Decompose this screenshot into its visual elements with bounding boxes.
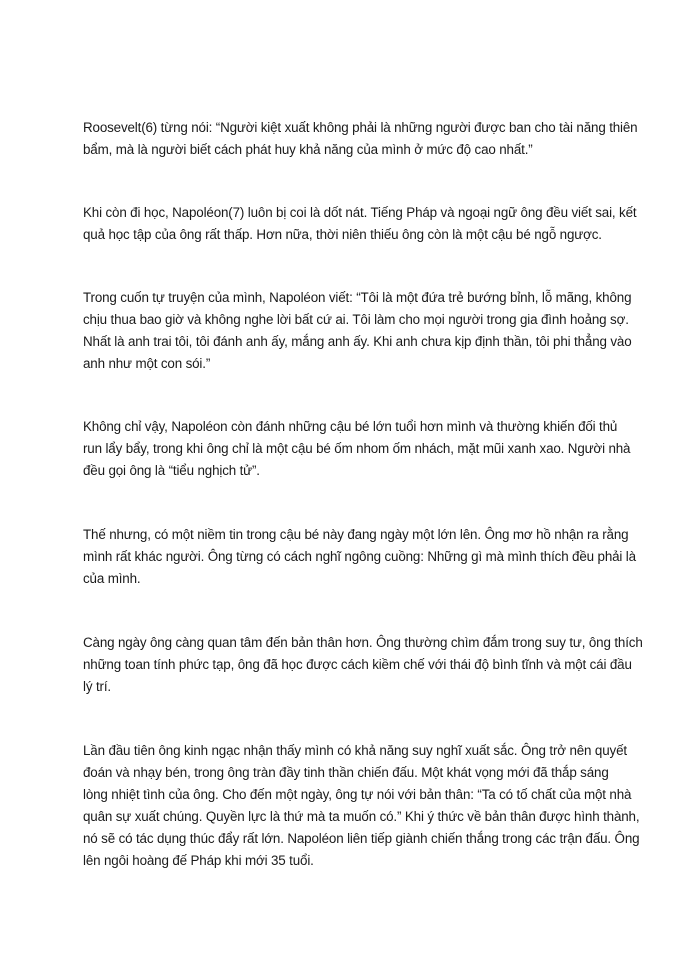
text-line: đoán và nhạy bén, trong ông tràn đầy tinh thần chiến đấu. Một khát vọng mới đã thắp sáng xyxy=(83,765,609,780)
text-line: Roosevelt(6) từng nói: “Người kiệt xuất không phải là những người được ban cho tài năng thiên xyxy=(83,120,638,135)
text-line: đều gọi ông là “tiểu nghịch tử”. xyxy=(83,463,260,478)
text-line: anh như một con sói.” xyxy=(83,356,211,371)
paragraph-self-focus xyxy=(83,632,643,698)
text-line: quân sự xuất chúng. Quyền lực là thứ mà ta muốn có.” Khi ý thức về bản thân được hình thành, xyxy=(83,809,640,824)
text-line: Lần đầu tiên ông kinh ngạc nhận thấy mình có khả năng suy nghĩ xuất sắc. Ông trở nên quyết xyxy=(83,743,627,758)
paragraph-belief xyxy=(83,524,643,590)
text-line: lý trí. xyxy=(83,679,111,694)
text-line: chịu thua bao giờ và không nghe lời bất cứ ai. Tôi làm cho mọi người trong gia đình hoảng sợ. xyxy=(83,312,629,327)
text-line: lên ngôi hoàng đế Pháp khi mới 35 tuổi. xyxy=(83,853,314,868)
paragraph-ambition xyxy=(83,740,643,872)
paragraph-napoleon-school xyxy=(83,202,643,246)
text-line: Trong cuốn tự truyện của mình, Napoléon viết: “Tôi là một đứa trẻ bướng bỉnh, lỗ mãng, không xyxy=(83,290,632,305)
text-line: Thế nhưng, có một niềm tin trong cậu bé này đang ngày một lớn lên. Ông mơ hồ nhận ra rằng xyxy=(83,527,629,542)
paragraph-roosevelt-quote xyxy=(83,117,643,161)
text-line: nó sẽ có tác dụng thúc đẩy rất lớn. Napoléon liên tiếp giành chiến thắng trong các trận đấu. Ông xyxy=(83,831,640,846)
text-line: lòng nhiệt tình của ông. Cho đến một ngày, ông tự nói với bản thân: “Ta có tố chất của một nhà xyxy=(83,787,632,802)
text-line: mình rất khác người. Ông từng có cách nghĩ ngông cuồng: Những gì mà mình thích đều phải là xyxy=(83,549,636,564)
text-line: của mình. xyxy=(83,571,141,586)
text-line: Nhất là anh trai tôi, tôi đánh anh ấy, mắng anh ấy. Khi anh chưa kịp định thần, tôi phi thẳng vào xyxy=(83,334,632,349)
paragraph-autobiography xyxy=(83,287,643,375)
text-line: Càng ngày ông càng quan tâm đến bản thân hơn. Ông thường chìm đắm trong suy tư, ông thích xyxy=(83,635,643,650)
text-line: run lẩy bẩy, trong khi ông chỉ là một cậu bé ốm nhom ốm nhách, mặt mũi xanh xao. Người nhà xyxy=(83,441,631,456)
text-line: quả học tập của ông rất thấp. Hơn nữa, thời niên thiếu ông còn là một cậu bé ngỗ ngược. xyxy=(83,227,602,242)
text-line: bẩm, mà là người biết cách phát huy khả năng của mình ở mức độ cao nhất.” xyxy=(83,142,533,157)
text-line: Không chỉ vậy, Napoléon còn đánh những cậu bé lớn tuổi hơn mình và thường khiến đối thủ xyxy=(83,419,618,434)
text-line: những toan tính phức tạp, ông đã học được cách kiềm chế với thái độ bình tĩnh và một cái đầu xyxy=(83,657,632,672)
paragraph-fighting xyxy=(83,416,643,482)
text-line: Khi còn đi học, Napoléon(7) luôn bị coi là dốt nát. Tiếng Pháp và ngoại ngữ ông đều viết sai, kết xyxy=(83,205,637,220)
